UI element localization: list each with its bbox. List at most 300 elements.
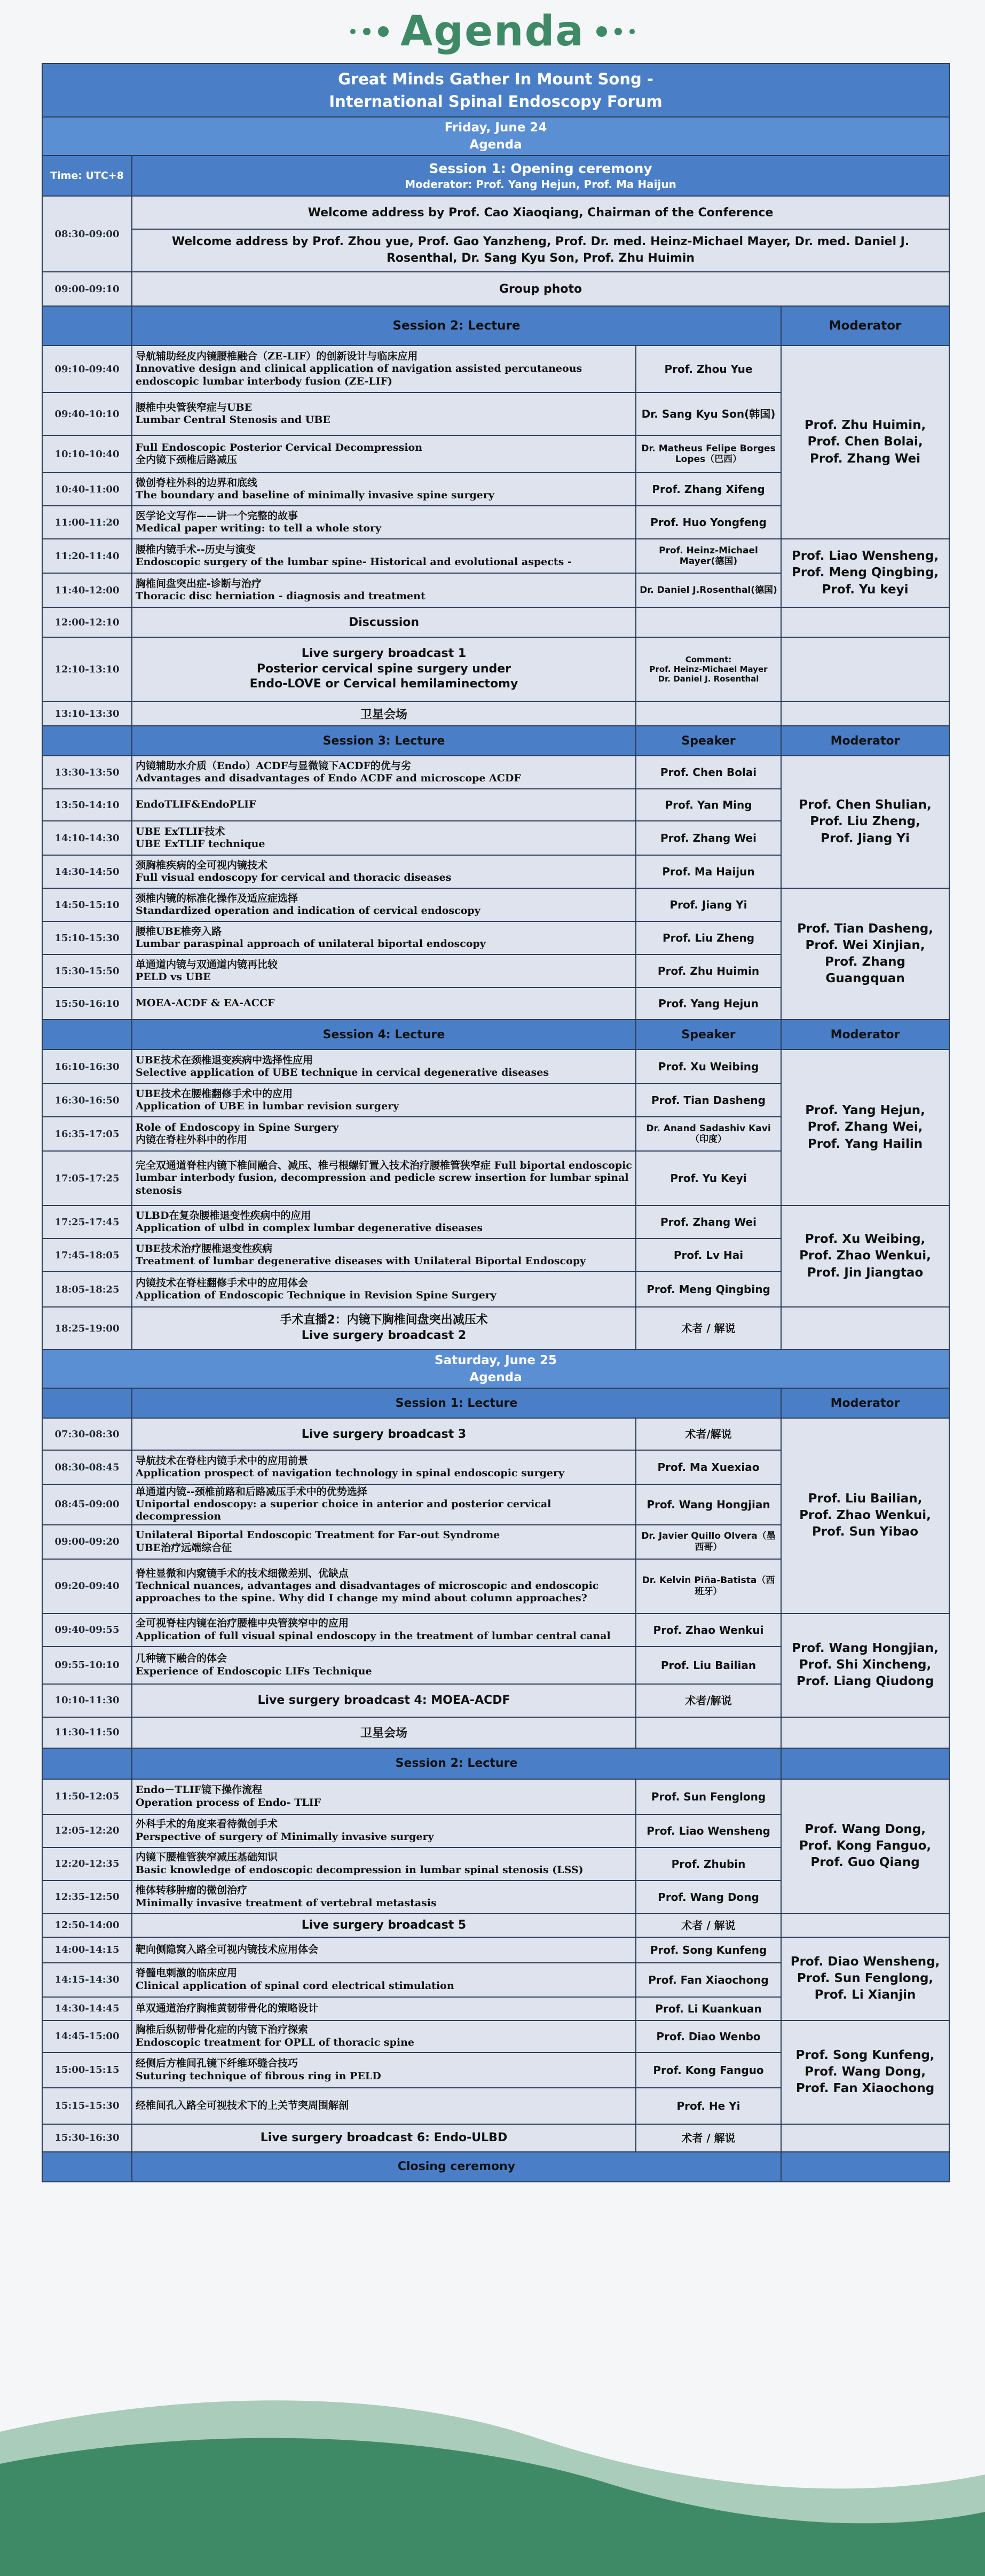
session-title: Session 1: Opening ceremony: [429, 160, 652, 176]
topic-cell: [132, 1272, 636, 1307]
agenda-item: Welcome address by Prof. Cao Xiaoqiang, Chairman of the Conference: [132, 196, 949, 229]
moderator-cell: [781, 756, 949, 888]
topic-title: 经椎间孔入路全可视技术下的上关节突周围解剖: [136, 2099, 349, 2111]
topic-title: 颈椎内镜的标准化操作及适应症选择: [136, 892, 298, 904]
topic-cell: [132, 1084, 636, 1117]
topic-title: 内镜下腰椎管狭窄减压基础知识: [136, 1851, 278, 1864]
moderator-name: Prof. Sun Fenglong,: [797, 1971, 934, 1985]
forum-banner: [42, 64, 949, 117]
time-cell: 10:10-10:40: [42, 435, 132, 473]
moderator-name: Prof. Jin Jiangtao: [807, 1265, 924, 1280]
session-header-blank: [42, 2152, 132, 2182]
speaker-cell: 术者/解说: [636, 1684, 781, 1717]
topic-title: 几种镜下融合的体会: [136, 1653, 227, 1665]
topic-title: 完全双通道脊柱内镜下椎间融合、减压、椎弓根螺钉置入技术治疗腰椎管狭窄症 Full biportal endoscopic lumbar interbody fusion, decompression and pedicle screw insertion for lumbar spinal stenosis: [136, 1160, 632, 1196]
topic-title: Role of Endoscopy in Spine Surgery: [136, 1121, 339, 1133]
moderator-name: Prof. Meng Qingbing,: [792, 566, 939, 580]
topic-cell: [132, 506, 636, 539]
time-cell: 09:40-10:10: [42, 393, 132, 435]
speaker-cell: Prof. Yu Keyi: [636, 1151, 781, 1205]
empty-cell: [636, 1717, 781, 1748]
speaker-cell: Dr. Sang Kyu Son(韩国): [636, 393, 781, 435]
moderator-name: Prof. Chen Bolai,: [807, 435, 923, 449]
time-cell: 11:00-11:20: [42, 506, 132, 539]
speaker-cell: Prof. Li Kuankuan: [636, 1997, 781, 2021]
moderator-name: Prof. Shi Xincheng,: [799, 1657, 932, 1672]
topic-title: 脊髓电刺激的临床应用: [136, 1967, 238, 1979]
topic-cell: [132, 1614, 636, 1647]
time-cell: 18:25-19:00: [42, 1307, 132, 1350]
day-date: Friday, June 24: [444, 120, 547, 135]
time-cell: 13:50-14:10: [42, 789, 132, 821]
topic-title: 脊柱显微和内窥镜手术的技术细微差别、优缺点: [136, 1567, 349, 1579]
time-cell: 16:30-16:50: [42, 1084, 132, 1117]
topic-subtitle: Treatment of lumbar degenerative diseases with Unilateral Biportal Endoscopy: [136, 1255, 586, 1267]
moderator-name: Prof. Yang Hejun,: [805, 1103, 925, 1118]
decorative-wave: [0, 2352, 985, 2576]
speaker-cell: Prof. Zhou Yue: [636, 346, 781, 393]
moderator-name: Prof. Liu Zheng,: [810, 815, 920, 829]
topic-title: UBE ExTLIF技术: [136, 825, 225, 837]
topic-subtitle: Innovative design and clinical application of navigation assisted percutaneous endoscopic lumbar interbody fusion (ZE-LIF): [136, 363, 582, 387]
topic-subtitle: Application of full visual spinal endoscopy in the treatment of lumbar central canal: [136, 1630, 611, 1642]
session-moderator: Moderator: Prof. Yang Hejun, Prof. Ma Haijun: [405, 178, 676, 191]
topic-cell: [132, 1559, 636, 1614]
empty-cell: [781, 1717, 949, 1748]
empty-cell: [781, 637, 949, 701]
topic-cell: [132, 1997, 636, 2021]
time-cell: 08:30-09:00: [42, 196, 132, 272]
topic-subtitle: Medical paper writing: to tell a whole story: [136, 522, 382, 534]
day-date: Saturday, June 25: [435, 1353, 557, 1367]
topic-subtitle: Full visual endoscopy for cervical and thoracic diseases: [136, 872, 452, 883]
speaker-cell: Dr. Daniel J.Rosenthal(德国): [636, 573, 781, 607]
topic-subtitle: Application prospect of navigation technology in spinal endoscopic surgery: [136, 1467, 565, 1479]
topic-title: 微创脊柱外科的边界和底线: [136, 476, 258, 489]
empty-cell: [636, 607, 781, 637]
commentator: Prof. Heinz-Michael Mayer: [649, 664, 768, 674]
topic-title: 导航技术在脊柱内镜手术中的应用前景: [136, 1454, 309, 1467]
time-cell: 16:35-17:05: [42, 1117, 132, 1151]
time-cell: 11:20-11:40: [42, 539, 132, 573]
broadcast-title: Live surgery broadcast 1: [301, 647, 467, 661]
topic-subtitle: Lumbar Central Stenosis and UBE: [136, 414, 330, 426]
speaker-cell: Prof. Song Kunfeng: [636, 1937, 781, 1963]
agenda-table: [42, 63, 950, 2182]
broadcast-line: Live surgery broadcast 2: [301, 1329, 467, 1342]
live-broadcast-cell: [132, 637, 636, 701]
topic-cell: [132, 1937, 636, 1963]
topic-title: 经侧后方椎间孔镜下纤维环缝合技巧: [136, 2057, 298, 2070]
agenda-item: Live surgery broadcast 3: [132, 1418, 636, 1450]
topic-cell: [132, 1450, 636, 1484]
moderator-name: Prof. Liu Bailian,: [808, 1492, 923, 1506]
time-cell: 13:30-13:50: [42, 756, 132, 789]
topic-cell: [132, 921, 636, 954]
topic-cell: [132, 888, 636, 921]
day-label: Agenda: [469, 1371, 522, 1384]
topic-cell: [132, 954, 636, 988]
speaker-column-header: Speaker: [636, 726, 781, 756]
speaker-cell: Prof. Kong Fanguo: [636, 2053, 781, 2088]
speaker-cell: Prof. Liu Zheng: [636, 921, 781, 954]
time-cell: 09:10-09:40: [42, 346, 132, 393]
time-cell: 15:10-15:30: [42, 921, 132, 954]
speaker-cell: Prof. Tian Dasheng: [636, 1084, 781, 1117]
moderator-column-header: Moderator: [781, 1020, 949, 1050]
topic-title: 腰椎中央管狭窄症与UBE: [136, 401, 253, 413]
speaker-cell: Prof. Xu Weibing: [636, 1050, 781, 1084]
topic-title: 靶向侧隐窝入路全可视内镜技术应用体会: [136, 1943, 319, 1955]
session-header-blank: [781, 1748, 949, 1779]
moderator-name: Prof. Sun Yibao: [811, 1525, 919, 1539]
topic-title: 腰椎UBE椎旁入路: [136, 925, 222, 937]
time-cell: 13:10-13:30: [42, 701, 132, 726]
decorative-dots-right: [596, 26, 635, 37]
moderator-name: Prof. Guo Qiang: [810, 1855, 920, 1870]
topic-cell: [132, 1814, 636, 1847]
speaker-cell: Prof. Zhu Huimin: [636, 954, 781, 988]
session-title: Session 4: Lecture: [132, 1020, 636, 1050]
time-cell: 10:40-11:00: [42, 473, 132, 506]
speaker-cell: Prof. Wang Hongjian: [636, 1484, 781, 1525]
moderator-name: Prof. Wang Hongjian,: [792, 1641, 939, 1655]
empty-cell: [781, 1307, 949, 1350]
topic-subtitle: Clinical application of spinal cord electrical stimulation: [136, 1979, 454, 1992]
topic-subtitle: Minimally invasive treatment of vertebral metastasis: [136, 1897, 437, 1909]
topic-subtitle: Application of UBE in lumbar revision surgery: [136, 1100, 399, 1112]
moderator-name: Prof. Chen Shulian,: [799, 798, 932, 812]
time-cell: 08:45-09:00: [42, 1484, 132, 1525]
session-title: Session 2: Lecture: [132, 306, 781, 346]
session-title: Session 3: Lecture: [132, 726, 636, 756]
time-cell: 18:05-18:25: [42, 1272, 132, 1307]
speaker-column-header: Speaker: [636, 1020, 781, 1050]
topic-subtitle: Uniportal endoscopy: a superior choice in anterior and posterior cervical decompression: [136, 1498, 551, 1523]
speaker-cell: Dr. Javier Quillo Olvera（墨西哥）: [636, 1525, 781, 1559]
agenda-item: Discussion: [132, 607, 636, 637]
topic-title: MOEA-ACDF & EA-ACCF: [136, 997, 275, 1009]
moderator-column-header: Moderator: [781, 306, 949, 346]
time-cell: 12:50-14:00: [42, 1914, 132, 1937]
speaker-cell: Prof. Yang Hejun: [636, 988, 781, 1020]
moderator-cell: [781, 539, 949, 607]
moderator-name: Prof. Fan Xiaochong: [795, 2081, 935, 2096]
moderator-cell: [781, 1937, 949, 2021]
agenda-item: Live surgery broadcast 5: [132, 1914, 636, 1937]
topic-title: 颈胸椎疾病的全可视内镜技术: [136, 859, 268, 871]
agenda-item: Group photo: [132, 272, 949, 306]
topic-title: Endo－TLIF镜下操作流程: [136, 1784, 263, 1796]
speaker-cell: Prof. Sun Fenglong: [636, 1779, 781, 1814]
moderator-column-header: Moderator: [781, 1388, 949, 1418]
speaker-cell: Prof. Yan Ming: [636, 789, 781, 821]
time-cell: 14:15-14:30: [42, 1963, 132, 1997]
moderator-cell: [781, 1779, 949, 1914]
moderator-name: Prof. Zhao Wenkui,: [799, 1508, 931, 1523]
topic-cell: [132, 821, 636, 855]
moderator-name: Prof. Zhang Wei: [810, 451, 920, 466]
moderator-name: Prof. Wang Dong,: [805, 1822, 926, 1836]
time-cell: 14:45-15:00: [42, 2021, 132, 2053]
topic-cell: [132, 1847, 636, 1881]
topic-title: Full Endoscopic Posterior Cervical Decompression: [136, 441, 423, 453]
time-cell: 15:15-15:30: [42, 2088, 132, 2124]
speaker-cell: 术者 / 解说: [636, 2124, 781, 2152]
speaker-cell: Prof. Lv Hai: [636, 1239, 781, 1272]
moderator-name: Prof. Wang Dong,: [805, 2064, 926, 2079]
topic-subtitle: Experience of Endoscopic LIFs Technique: [136, 1665, 372, 1677]
session-header-blank: [42, 306, 132, 346]
speaker-cell: Prof. Zhang Xifeng: [636, 473, 781, 506]
time-cell: 12:35-12:50: [42, 1881, 132, 1914]
page-title: Agenda: [400, 7, 585, 56]
day-label: Agenda: [469, 138, 522, 152]
topic-subtitle: Suturing technique of fibrous ring in PELD: [136, 2070, 381, 2082]
topic-subtitle: PELD vs UBE: [136, 971, 211, 983]
topic-cell: [132, 1239, 636, 1272]
broadcast-line: Posterior cervical spine surgery under: [256, 662, 511, 676]
time-cell: 14:00-14:15: [42, 1937, 132, 1963]
session-title: Session 2: Lecture: [132, 1748, 781, 1779]
broadcast-line: Endo-LOVE or Cervical hemilaminectomy: [249, 677, 518, 691]
moderator-name: Prof. Wei Xinjian,: [805, 938, 925, 952]
broadcast-title: 手术直播2：内镜下胸椎间盘突出减压术: [280, 1313, 488, 1327]
topic-subtitle: Basic knowledge of endoscopic decompression in lumbar spinal stenosis (LSS): [136, 1864, 584, 1876]
moderator-name: Prof. Xu Weibing,: [805, 1232, 926, 1247]
moderator-cell: [781, 2021, 949, 2124]
topic-cell: [132, 756, 636, 789]
topic-subtitle: The boundary and baseline of minimally invasive spine surgery: [136, 489, 494, 501]
time-cell: 12:00-12:10: [42, 607, 132, 637]
decorative-dots-left: [350, 26, 389, 37]
time-cell: 12:05-12:20: [42, 1814, 132, 1847]
topic-cell: [132, 988, 636, 1020]
day-header: [42, 117, 949, 155]
topic-title: UBE技术治疗腰椎退变性疾病: [136, 1242, 273, 1255]
topic-subtitle: Standardized operation and indication of cervical endoscopy: [136, 905, 480, 917]
moderator-name: Prof. Li Xianjin: [814, 1988, 916, 2002]
session-title: Session 1: Lecture: [132, 1388, 781, 1418]
forum-title-line-2: International Spinal Endoscopy Forum: [329, 92, 663, 111]
topic-subtitle: Perspective of surgery of Minimally invasive surgery: [136, 1830, 434, 1843]
topic-cell: [132, 789, 636, 821]
time-cell: 15:30-16:30: [42, 2124, 132, 2152]
moderator-cell: [781, 346, 949, 539]
agenda-item: 卫星会场: [132, 701, 636, 726]
moderator-name: Prof. Song Kunfeng,: [795, 2048, 935, 2062]
speaker-cell: Prof. Diao Wenbo: [636, 2021, 781, 2053]
speaker-cell: Prof. Ma Xuexiao: [636, 1450, 781, 1484]
time-cell: 15:00-15:15: [42, 2053, 132, 2088]
time-cell: 14:10-14:30: [42, 821, 132, 855]
speaker-cell: Prof. Liu Bailian: [636, 1647, 781, 1684]
topic-title: 胸椎后纵韧带骨化症的内镜下治疗探索: [136, 2024, 309, 2036]
speaker-cell: Prof. Zhang Wei: [636, 821, 781, 855]
topic-subtitle: Endoscopic surgery of the lumbar spine- Historical and evolutional aspects -: [136, 556, 572, 568]
speaker-cell: Prof. Meng Qingbing: [636, 1272, 781, 1307]
moderator-name: Prof. Kong Fanguo,: [799, 1838, 932, 1853]
moderator-cell: [781, 888, 949, 1020]
session-header-blank: [781, 2152, 949, 2182]
speaker-cell: 术者/解说: [636, 1418, 781, 1450]
speaker-cell: Prof. Chen Bolai: [636, 756, 781, 789]
speaker-cell: 术者 / 解说: [636, 1307, 781, 1350]
topic-title: Unilateral Biportal Endoscopic Treatment for Far-out Syndrome: [136, 1529, 500, 1541]
moderator-name: Prof. Diao Wensheng,: [790, 1954, 940, 1969]
topic-subtitle: UBE ExTLIF technique: [136, 838, 265, 850]
topic-subtitle: Thoracic disc herniation - diagnosis and treatment: [136, 590, 425, 602]
topic-subtitle: Selective application of UBE technique in cervical degenerative diseases: [136, 1067, 549, 1078]
topic-subtitle: 内镜在脊柱外科中的作用: [136, 1134, 248, 1146]
topic-title: 椎体转移肿瘤的微创治疗: [136, 1884, 248, 1897]
time-cell: 08:30-08:45: [42, 1450, 132, 1484]
agenda-item: Welcome address by Prof. Zhou yue, Prof. Gao Yanzheng, Prof. Dr. med. Heinz-Michael Mayer, Dr. med. Daniel J. Rosenthal, Dr. Sang Kyu Son, Prof. Zhu Huimin: [132, 229, 949, 272]
agenda-item: 卫星会场: [132, 1717, 636, 1748]
moderator-cell: [781, 1418, 949, 1614]
time-cell: 14:30-14:50: [42, 855, 132, 888]
topic-cell: [132, 573, 636, 607]
topic-cell: [132, 2088, 636, 2124]
topic-title: 医学论文写作——讲一个完整的故事: [136, 510, 298, 522]
time-cell: 14:30-14:45: [42, 1997, 132, 2021]
time-cell: 11:30-11:50: [42, 1717, 132, 1748]
speaker-cell: Dr. Kelvin Piña-Batista（西班牙）: [636, 1559, 781, 1614]
topic-cell: [132, 1151, 636, 1205]
time-cell: 12:10-13:10: [42, 637, 132, 701]
time-cell: 07:30-08:30: [42, 1418, 132, 1450]
topic-title: 内镜技术在脊柱翻修手术中的应用体会: [136, 1277, 309, 1289]
topic-cell: [132, 2053, 636, 2088]
speaker-cell: Prof. Zhang Wei: [636, 1205, 781, 1239]
topic-title: 单双通道治疗胸椎黄韧带骨化的策略设计: [136, 2002, 319, 2014]
speaker-cell: Prof. Zhao Wenkui: [636, 1614, 781, 1647]
topic-cell: [132, 2021, 636, 2053]
time-cell: 14:50-15:10: [42, 888, 132, 921]
topic-title: 全可视脊柱内镜在治疗腰椎中央管狭窄中的应用: [136, 1617, 349, 1630]
moderator-cell: [781, 1050, 949, 1205]
topic-title: 腰椎内镜手术--历史与演变: [136, 543, 256, 555]
speaker-cell: Dr. Anand Sadashiv Kavi（印度）: [636, 1117, 781, 1151]
time-cell: 17:05-17:25: [42, 1151, 132, 1205]
moderator-name: Prof. Zhang Guangquan: [825, 955, 905, 986]
topic-cell: [132, 346, 636, 393]
empty-cell: [781, 1914, 949, 1937]
session-header: [132, 155, 949, 196]
session-header-blank: [42, 726, 132, 756]
speaker-cell: Prof. Huo Yongfeng: [636, 506, 781, 539]
time-cell: 10:10-11:30: [42, 1684, 132, 1717]
speaker-cell: Prof. Heinz-Michael Mayer(德国): [636, 539, 781, 573]
topic-title: EndoTLIF&EndoPLIF: [136, 798, 256, 811]
topic-cell: [132, 393, 636, 435]
speaker-cell: Prof. Jiang Yi: [636, 888, 781, 921]
topic-subtitle: Operation process of Endo- TLIF: [136, 1796, 321, 1808]
time-cell: 16:10-16:30: [42, 1050, 132, 1084]
moderator-name: Prof. Liao Wensheng,: [791, 549, 939, 563]
speaker-cell: Prof. Liao Wensheng: [636, 1814, 781, 1847]
topic-cell: [132, 539, 636, 573]
live-broadcast-cell: [132, 1307, 636, 1350]
moderator-name: Prof. Yang Hailin: [807, 1137, 923, 1151]
time-cell: 12:20-12:35: [42, 1847, 132, 1881]
timezone-label: Time: UTC+8: [42, 155, 132, 196]
session-header-blank: [42, 1748, 132, 1779]
speaker-cell: Prof. He Yi: [636, 2088, 781, 2124]
topic-cell: [132, 435, 636, 473]
moderator-name: Prof. Yu keyi: [822, 582, 909, 597]
moderator-cell: [781, 1614, 949, 1717]
topic-cell: [132, 1050, 636, 1084]
session-header-blank: [42, 1388, 132, 1418]
session-header-blank: [42, 1020, 132, 1050]
empty-cell: [781, 607, 949, 637]
topic-subtitle: Application of Endoscopic Technique in Revision Spine Surgery: [136, 1289, 497, 1301]
topic-title: 胸椎间盘突出症-诊断与治疗: [136, 577, 262, 590]
topic-title: UBE技术在颈椎退变疾病中选择性应用: [136, 1054, 313, 1066]
time-cell: 09:00-09:20: [42, 1525, 132, 1559]
empty-cell: [781, 701, 949, 726]
topic-title: ULBD在复杂腰椎退变性疾病中的应用: [136, 1209, 311, 1222]
speaker-cell: 术者 / 解说: [636, 1914, 781, 1937]
speaker-cell: Dr. Matheus Felipe Borges Lopes（巴西）: [636, 435, 781, 473]
closing-ceremony: Closing ceremony: [132, 2152, 781, 2182]
comment-label: Comment:: [685, 655, 732, 664]
speaker-cell: Prof. Wang Dong: [636, 1881, 781, 1914]
time-cell: 15:30-15:50: [42, 954, 132, 988]
empty-cell: [636, 701, 781, 726]
topic-cell: [132, 1205, 636, 1239]
comment-cell: [636, 637, 781, 701]
moderator-name: Prof. Zhu Huimin,: [804, 418, 926, 433]
topic-subtitle: Application of ulbd in complex lumbar degenerative diseases: [136, 1222, 483, 1234]
topic-title: UBE技术在腰椎翻修手术中的应用: [136, 1087, 293, 1100]
moderator-name: Prof. Tian Dasheng,: [797, 921, 933, 936]
topic-subtitle: UBE治疗远端综合征: [136, 1541, 232, 1554]
time-cell: 09:20-09:40: [42, 1559, 132, 1614]
time-cell: 17:25-17:45: [42, 1205, 132, 1239]
time-cell: 17:45-18:05: [42, 1239, 132, 1272]
moderator-name: Prof. Liang Qiudong: [796, 1674, 934, 1689]
agenda-item: Live surgery broadcast 4: MOEA-ACDF: [132, 1684, 636, 1717]
topic-title: 导航辅助经皮内镜腰椎融合（ZE-LIF）的创新设计与临床应用: [136, 350, 418, 363]
commentator: Dr. Daniel J. Rosenthal: [658, 674, 759, 684]
topic-subtitle: Technical nuances, advantages and disadvantages of microscopic and endoscopic approaches to the spine. Why did I change my mind about column approaches?: [136, 1579, 599, 1604]
topic-cell: [132, 855, 636, 888]
topic-subtitle: Lumbar paraspinal approach of unilateral biportal endoscopy: [136, 938, 486, 950]
time-cell: 15:50-16:10: [42, 988, 132, 1020]
time-cell: 11:50-12:05: [42, 1779, 132, 1814]
topic-cell: [132, 1779, 636, 1814]
topic-cell: [132, 1647, 636, 1684]
speaker-cell: Prof. Fan Xiaochong: [636, 1963, 781, 1997]
day-header: [42, 1350, 949, 1388]
topic-title: 内镜辅助水介质（Endo）ACDF与显微镜下ACDF的优与劣: [136, 760, 411, 772]
moderator-name: Prof. Jiang Yi: [821, 831, 910, 845]
agenda-item: Live surgery broadcast 6: Endo-ULBD: [132, 2124, 636, 2152]
topic-title: 单通道内镜--颈椎前路和后路减压手术中的优势选择: [136, 1486, 367, 1498]
empty-cell: [781, 2124, 949, 2152]
speaker-cell: Prof. Ma Haijun: [636, 855, 781, 888]
topic-cell: [132, 1484, 636, 1525]
time-cell: 09:55-10:10: [42, 1647, 132, 1684]
moderator-cell: [781, 1205, 949, 1307]
topic-cell: [132, 1881, 636, 1914]
topic-cell: [132, 473, 636, 506]
topic-title: 单通道内镜与双通道内镜再比较: [136, 958, 278, 970]
forum-title-line-1: Great Minds Gather In Mount Song -: [338, 69, 653, 88]
topic-subtitle: Advantages and disadvantages of Endo ACDF and microscope ACDF: [136, 772, 521, 784]
